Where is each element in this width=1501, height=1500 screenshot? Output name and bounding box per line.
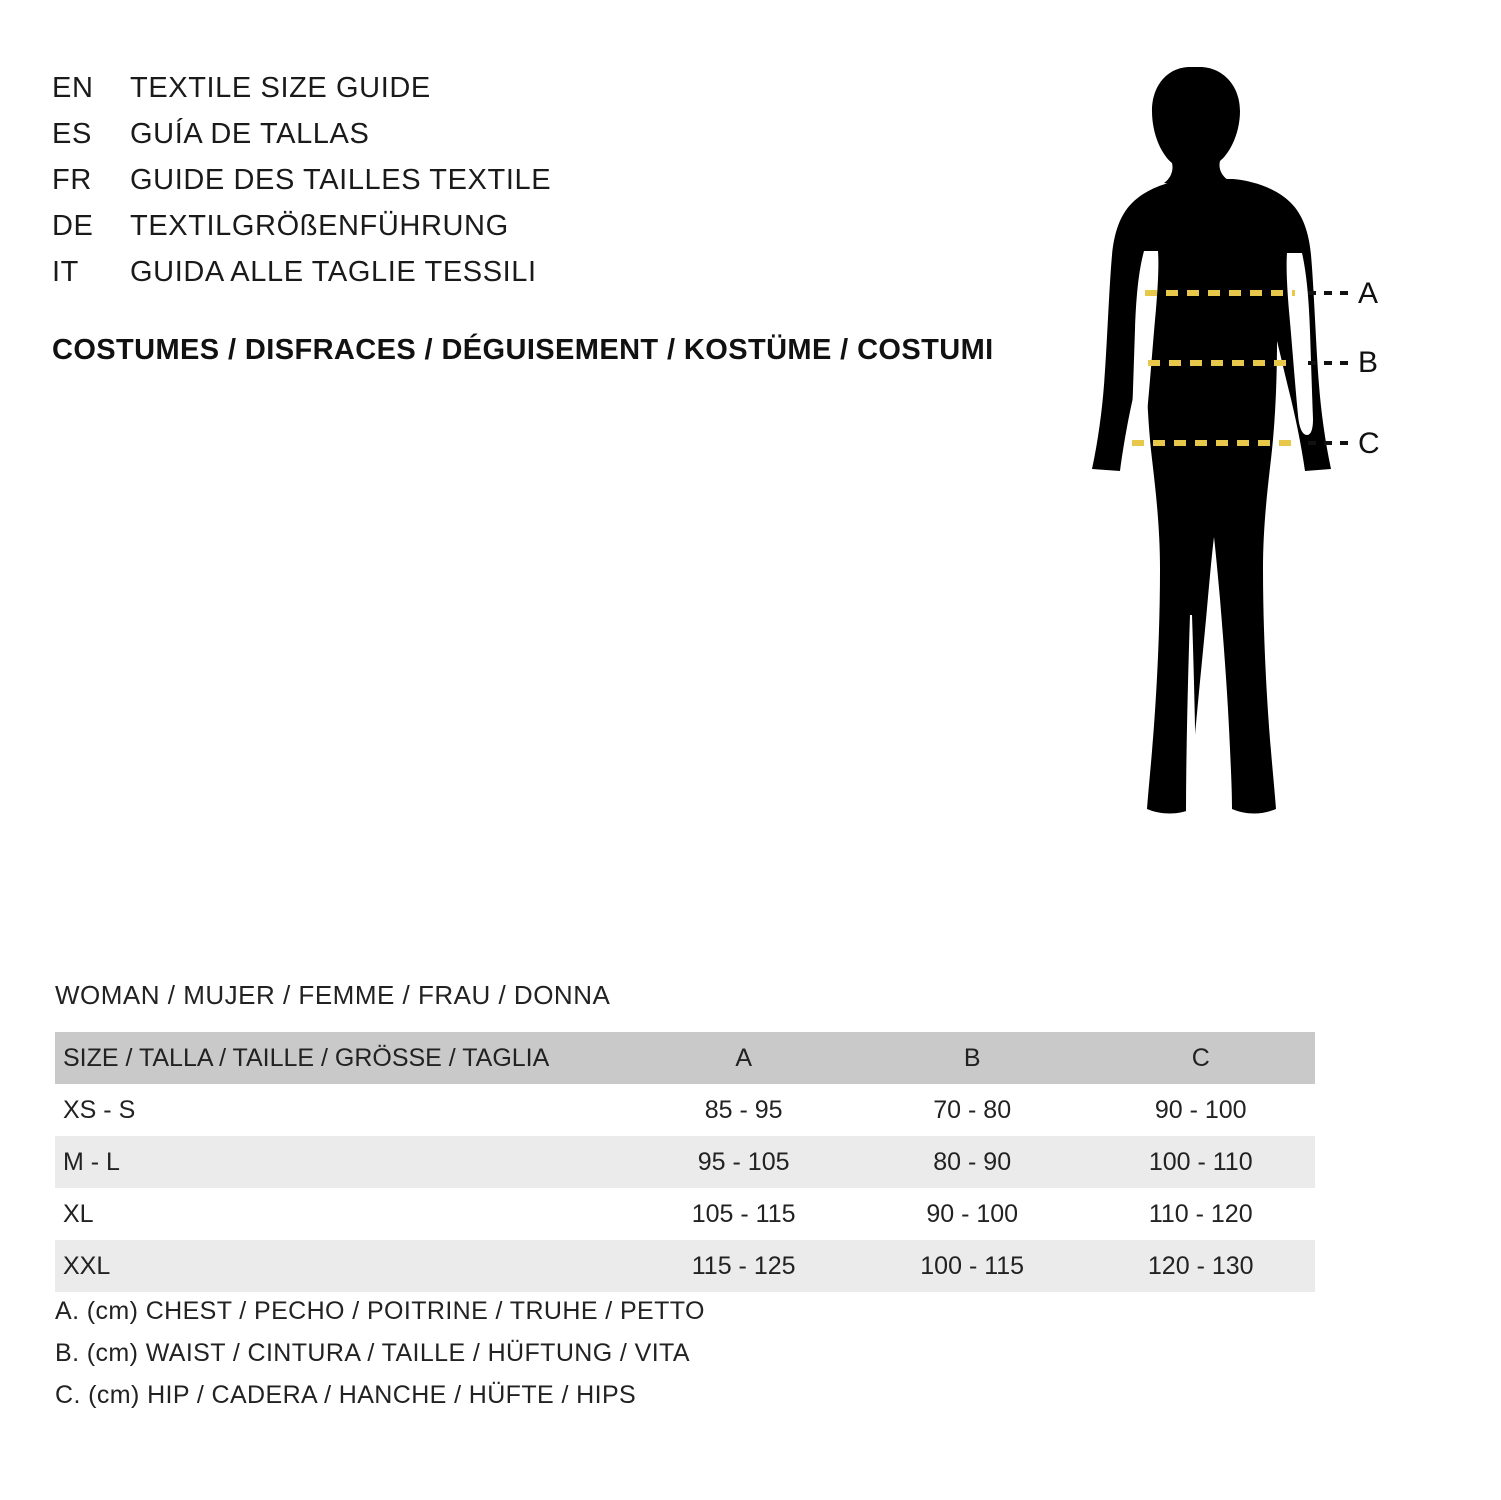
marker-label-b: B: [1358, 346, 1379, 379]
table-row: [55, 1084, 1315, 1136]
cell-waist: 90 - 100: [926, 1199, 1019, 1228]
cell-chest: 105 - 115: [691, 1199, 796, 1228]
language-text-it: GUIDA ALLE TAGLIE TESSILI: [130, 256, 537, 288]
cell-size: XL: [63, 1199, 94, 1228]
cell-hip: 120 - 130: [1147, 1251, 1254, 1280]
measurement-legend: [55, 1290, 705, 1416]
body-figure: [1040, 55, 1460, 935]
legend-row-a: A. (cm) CHEST / PECHO / POITRINE / TRUHE / PETTO: [55, 1297, 705, 1325]
table-row: [55, 1136, 1315, 1188]
marker-label-a: A: [1358, 277, 1379, 310]
language-row-de: [52, 210, 1002, 256]
cell-chest: 115 - 125: [691, 1251, 796, 1280]
category-title: COSTUMES / DISFRACES / DÉGUISEMENT / KOSTÜME / COSTUMI: [52, 334, 994, 366]
language-text-es: GUÍA DE TALLAS: [130, 118, 370, 150]
cell-waist: 70 - 80: [933, 1095, 1012, 1124]
language-code-de: DE: [52, 210, 94, 242]
language-list: [52, 72, 1002, 302]
cell-hip: 110 - 120: [1148, 1199, 1253, 1228]
table-row: [55, 1188, 1315, 1240]
legend-row-c: C. (cm) HIP / CADERA / HANCHE / HÜFTE / HIPS: [55, 1381, 637, 1409]
language-code-it: IT: [52, 256, 79, 288]
language-text-de: TEXTILGRÖßENFÜHRUNG: [130, 210, 509, 242]
cell-chest: 95 - 105: [697, 1147, 790, 1176]
language-row-es: [52, 118, 1002, 164]
language-row-it: [52, 256, 1002, 302]
marker-label-c: C: [1358, 427, 1380, 460]
cell-chest: 85 - 95: [704, 1095, 783, 1124]
cell-waist: 100 - 115: [920, 1251, 1025, 1280]
table-row: [55, 1240, 1315, 1292]
table-header-size: SIZE / TALLA / TAILLE / GRÖSSE / TAGLIA: [63, 1043, 550, 1072]
size-table: [55, 1032, 1315, 1292]
language-row-fr: [52, 164, 1002, 210]
language-code-es: ES: [52, 118, 92, 150]
table-header-a: A: [735, 1043, 752, 1072]
table-section-title: WOMAN / MUJER / FEMME / FRAU / DONNA: [55, 980, 611, 1010]
language-text-en: TEXTILE SIZE GUIDE: [130, 72, 431, 104]
cell-hip: 100 - 110: [1148, 1147, 1253, 1176]
language-row-en: [52, 72, 1002, 118]
cell-waist: 80 - 90: [933, 1147, 1012, 1176]
female-silhouette-icon: [1040, 55, 1460, 935]
table-header-b: B: [963, 1043, 981, 1072]
cell-size: XS - S: [63, 1095, 136, 1124]
language-text-fr: GUIDE DES TAILLES TEXTILE: [130, 164, 552, 196]
language-code-en: EN: [52, 72, 94, 104]
table-header-c: C: [1191, 1043, 1210, 1072]
cell-hip: 90 - 100: [1154, 1095, 1247, 1124]
table-header-row: [55, 1032, 1315, 1084]
language-code-fr: FR: [52, 164, 92, 196]
cell-size: XXL: [63, 1251, 111, 1280]
legend-row-b: B. (cm) WAIST / CINTURA / TAILLE / HÜFTUNG / VITA: [55, 1339, 690, 1367]
cell-size: M - L: [63, 1147, 120, 1176]
